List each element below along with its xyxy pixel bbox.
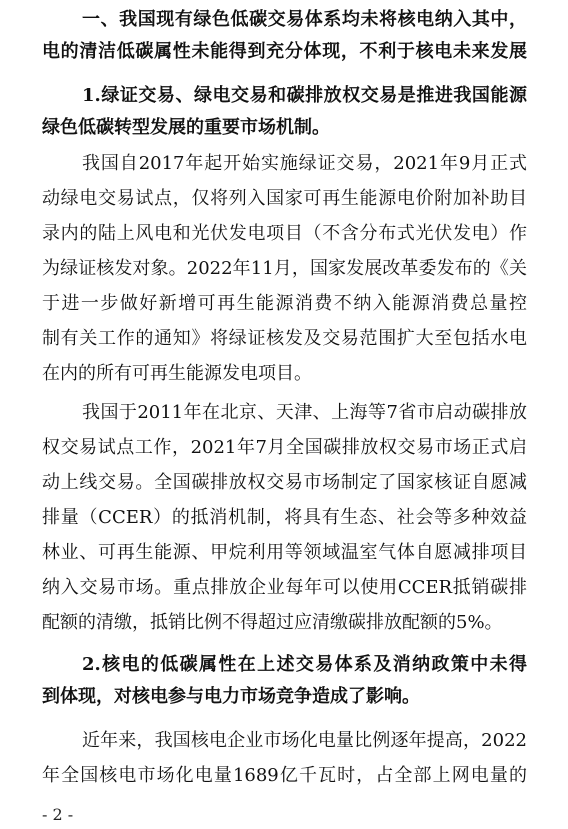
paragraph-line: 年全国核电市场化电量1689亿千瓦时，占全部上网电量的	[42, 765, 527, 786]
paragraph-2	[42, 395, 527, 640]
paragraph-line: 动上线交易。全国碳排放权交易市场制定了国家核证自愿减	[42, 472, 527, 493]
paragraph-line: 于进一步做好新增可再生能源消费不纳入能源消费总量控	[42, 293, 527, 314]
heading-line: 电的清洁低碳属性未能得到充分体现，不利于核电未来发展	[42, 41, 527, 62]
subheading-line: 绿色低碳转型发展的重要市场机制。	[42, 117, 330, 138]
section-heading	[42, 4, 527, 68]
subheading-line: 2.核电的低碳属性在上述交易体系及消纳政策中未得	[82, 654, 527, 675]
paragraph-line: 排量（CCER）的抵消机制，将具有生态、社会等多种效益	[42, 507, 527, 528]
paragraph-line: 配额的清缴，抵销比例不得超过应清缴碳排放配额的5%。	[42, 612, 503, 633]
subheading-line: 1.绿证交易、绿电交易和碳排放权交易是推进我国能源	[82, 85, 527, 106]
paragraph-line: 录内的陆上风电和光伏发电项目（不含分布式光伏发电）作	[42, 223, 527, 244]
paragraph-1	[42, 146, 527, 391]
paragraph-line: 在内的所有可再生能源发电项目。	[42, 363, 312, 384]
paragraph-line: 权交易试点工作，2021年7月全国碳排放权交易市场正式启	[42, 437, 527, 458]
paragraph-line: 林业、可再生能源、甲烷利用等领域温室气体自愿减排项目	[42, 542, 527, 563]
paragraph-line: 我国于2011年在北京、天津、上海等7省市启动碳排放	[82, 402, 527, 423]
subheading-2	[42, 649, 527, 713]
paragraph-line: 纳入交易市场。重点排放企业每年可以使用CCER抵销碳排	[42, 577, 527, 598]
paragraph-line: 我国自2017年起开始实施绿证交易，2021年9月正式	[82, 153, 527, 174]
subheading-line: 到体现，对核电参与电力市场竞争造成了影响。	[42, 686, 420, 707]
document-page	[42, 4, 527, 793]
subheading-1	[42, 80, 527, 144]
paragraph-line: 近年来，我国核电企业市场化电量比例逐年提高，2022	[82, 730, 527, 751]
page-number: - 2 -	[42, 805, 74, 824]
paragraph-line: 为绿证核发对象。2022年11月，国家发展改革委发布的《关	[42, 258, 527, 279]
paragraph-3	[42, 723, 527, 793]
paragraph-line: 动绿电交易试点，仅将列入国家可再生能源电价附加补助目	[42, 188, 527, 209]
paragraph-line: 制有关工作的通知》将绿证核发及交易范围扩大至包括水电	[42, 328, 527, 349]
heading-line: 一、我国现有绿色低碳交易体系均未将核电纳入其中，	[82, 9, 527, 30]
